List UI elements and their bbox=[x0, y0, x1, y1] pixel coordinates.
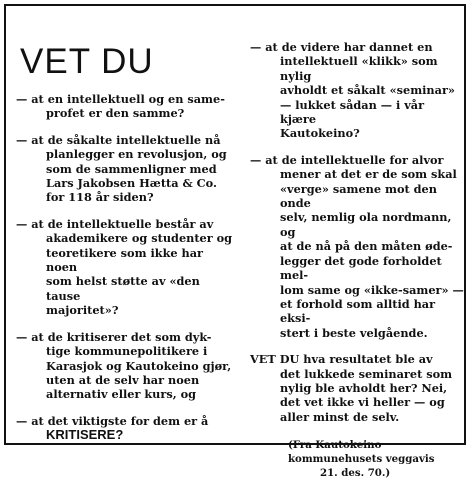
item-line: uten at de selv har noen bbox=[46, 372, 200, 387]
item-line: — lukket sådan — i vår kjære bbox=[280, 97, 425, 127]
closing-line: nylig ble avholdt her? Nei, bbox=[280, 380, 448, 395]
page-title: VET DU bbox=[20, 42, 154, 81]
closing-paragraph bbox=[250, 352, 464, 424]
item-line: et forhold som alltid har eksi- bbox=[280, 296, 436, 326]
item-line: selv, nemlig ola nordmann, og bbox=[280, 210, 452, 239]
list-item bbox=[250, 153, 464, 340]
item-line: majoritet»? bbox=[46, 303, 119, 318]
list-item bbox=[16, 217, 238, 318]
item-line: — at de kritiserer det som dyk- bbox=[16, 329, 212, 344]
item-line: alternativ eller kurs, og bbox=[46, 387, 197, 402]
emphasis-line: KRITISERE? bbox=[46, 427, 124, 443]
item-line: — at de såkalte intellektuelle nå bbox=[16, 132, 221, 147]
item-line: — at de intellektuelle for alvor bbox=[250, 152, 444, 167]
item-line: stert i beste velgående. bbox=[280, 325, 428, 340]
item-line: akademikere og studenter og bbox=[46, 231, 233, 246]
item-line: — at de intellektuelle består av bbox=[16, 216, 214, 231]
closing-line: det vet ikke vi heller — og bbox=[280, 395, 445, 410]
source-line-3: 21. des. 70.) bbox=[320, 467, 391, 480]
list-item bbox=[16, 92, 238, 121]
closing-line: VET DU hva resultatet ble av bbox=[250, 352, 433, 367]
item-line: lom same og «ikke-samer» — bbox=[280, 282, 464, 297]
list-item bbox=[250, 40, 464, 141]
item-line: planlegger en revolusjon, og bbox=[46, 147, 227, 162]
list-item bbox=[16, 414, 238, 443]
clipping-frame bbox=[4, 4, 466, 480]
left-item-list bbox=[16, 92, 238, 443]
item-line: for 118 år siden? bbox=[46, 190, 154, 205]
item-line: Kautokeino? bbox=[280, 126, 360, 141]
source-note bbox=[250, 438, 464, 480]
item-line: Lars Jakobsen Hætta & Co. bbox=[46, 176, 217, 191]
item-line: som helst støtte av «den tause bbox=[46, 274, 200, 303]
item-line: at de nå på den måten øde- bbox=[280, 239, 453, 254]
item-line: tige kommunepolitikere i bbox=[46, 344, 208, 359]
item-line: Karasjok og Kautokeino gjør, bbox=[46, 358, 232, 373]
item-line: — at en intellektuell og en same- bbox=[16, 92, 225, 106]
item-line: «verge» samene mot den onde bbox=[280, 181, 437, 211]
item-line: mener at det er de som skal bbox=[280, 167, 457, 182]
item-line: teoretikere som ikke har noen bbox=[46, 245, 204, 275]
right-column bbox=[250, 40, 464, 480]
item-line: legger det gode forholdet mel- bbox=[280, 253, 442, 283]
item-line: avholdt et såkalt «seminar» bbox=[280, 83, 455, 98]
closing-line: aller minst de selv. bbox=[280, 409, 400, 424]
item-line: — at det viktigste for dem er å bbox=[16, 413, 209, 428]
right-item-list bbox=[250, 40, 464, 340]
closing-line: det lukkede seminaret som bbox=[280, 366, 453, 381]
source-line-2: kommunehusets veggavis bbox=[288, 453, 435, 466]
left-column bbox=[16, 6, 238, 455]
item-line: som de sammenligner med bbox=[46, 161, 217, 176]
source-line-1: (Fra Kautokeino bbox=[288, 439, 382, 452]
item-line: profet er den samme? bbox=[46, 106, 185, 121]
item-line: intellektuell «klikk» som nylig bbox=[280, 54, 438, 83]
list-item bbox=[16, 133, 238, 205]
list-item bbox=[16, 330, 238, 402]
item-line: — at de videre har dannet en bbox=[250, 40, 433, 54]
